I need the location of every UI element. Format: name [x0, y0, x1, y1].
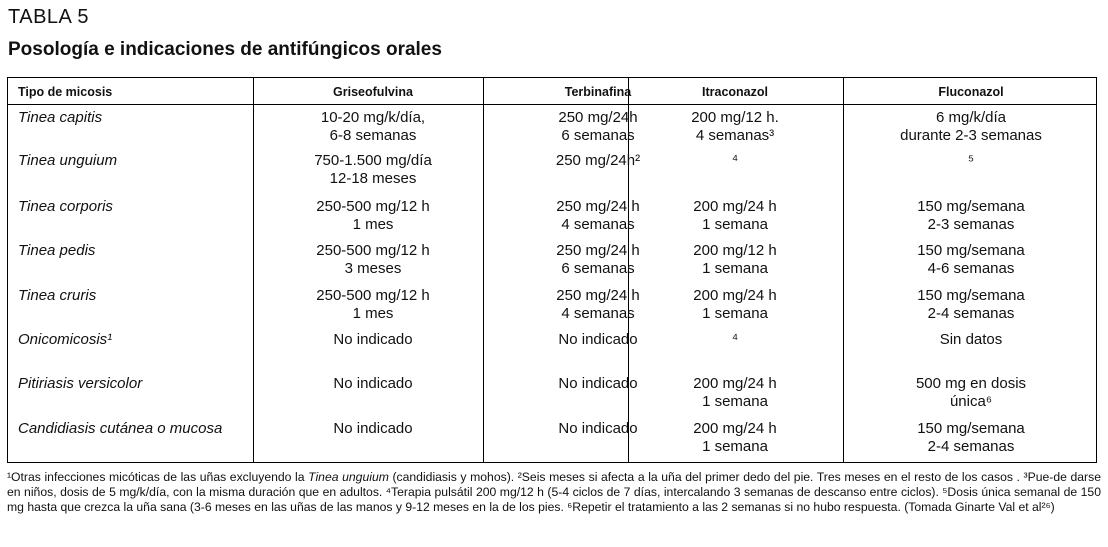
- footnote-text: (candidiasis y mohos). ²Seis meses si afecta a la uña del primer dedo del pie. Tres meses en el resto de los casos . ³Pue-de darse en niños, dosis de 5 mg/k/día, con la misma duración que en adultos. ⁴Terapia pulsátil 200 mg/12 h (5-4 ciclos de 7 días, intercalando 3 semanas de descanso entre ciclos). ⁵Dosis única semanal de 150 mg hasta que crezca la uña sana (3-6 meses en las uñas de las manos y 9-12 meses en la de los pies. ⁶Repetir el tratamiento a las 2 semanas si no hubo respuesta. (Tomada Ginarte Val et al²⁶): [7, 470, 1101, 514]
- cell-fluconazol: [844, 375, 1098, 410]
- cell-line: 200 mg/24 h: [693, 420, 777, 437]
- cell-griseofulvina: [258, 152, 488, 187]
- cell-line: 750-1.500 mg/día: [314, 152, 432, 169]
- cell-line: ⁴: [731, 331, 739, 348]
- cell-micosis: Tinea corporis: [18, 198, 113, 215]
- column-divider: [253, 78, 254, 462]
- cell-griseofulvina: [258, 109, 488, 144]
- cell-griseofulvina: [258, 375, 488, 393]
- cell-line: 250 mg/24 h: [556, 287, 640, 304]
- dosage-table: [7, 77, 1097, 463]
- cell-line: 250-500 mg/12 h: [316, 198, 430, 215]
- cell-fluconazol: [844, 420, 1098, 455]
- cell-line: 6 mg/k/día: [935, 109, 1007, 126]
- cell-line: 12-18 meses: [329, 169, 417, 187]
- cell-itraconazol: [632, 331, 838, 349]
- header-griseofulvina: Griseofulvina: [333, 85, 413, 99]
- cell-fluconazol: [844, 242, 1098, 277]
- cell-fluconazol: [844, 198, 1098, 233]
- cell-line: 1 semana: [702, 304, 768, 322]
- cell-line: No indicado: [558, 375, 638, 392]
- cell-line: 10-20 mg/k/día,: [320, 109, 426, 126]
- cell-line: 4 semanas: [561, 215, 635, 233]
- cell-line: 150 mg/semana: [917, 198, 1025, 215]
- footnote-italic-term: Tinea unguium: [308, 470, 389, 484]
- cell-line: 250-500 mg/12 h: [316, 242, 430, 259]
- cell-line: 250-500 mg/12 h: [316, 287, 430, 304]
- cell-line: 250 mg/24 h: [556, 198, 640, 215]
- cell-line: 2-3 semanas: [927, 215, 1015, 233]
- cell-line: 200 mg/12 h: [693, 242, 777, 259]
- cell-line: 150 mg/semana: [917, 420, 1025, 437]
- cell-line: 6 semanas: [561, 126, 635, 144]
- cell-line: 1 semana: [702, 259, 768, 277]
- cell-micosis: Candidiasis cutánea o mucosa: [18, 420, 223, 437]
- cell-line: única⁶: [949, 392, 993, 410]
- cell-line: durante 2-3 semanas: [900, 126, 1042, 144]
- cell-fluconazol: [844, 109, 1098, 144]
- cell-line: No indicado: [333, 375, 413, 392]
- cell-griseofulvina: [258, 242, 488, 277]
- cell-line: No indicado: [558, 331, 638, 348]
- cell-micosis: Tinea pedis: [18, 242, 96, 259]
- cell-griseofulvina: [258, 287, 488, 322]
- cell-line: 250 mg/24h: [558, 109, 638, 126]
- cell-itraconazol: [632, 420, 838, 455]
- cell-line: No indicado: [558, 420, 638, 437]
- cell-line: 1 mes: [352, 304, 394, 322]
- cell-line: 1 mes: [352, 215, 394, 233]
- cell-line: 200 mg/12 h.: [691, 109, 779, 126]
- cell-line: 4 semanas: [561, 304, 635, 322]
- cell-fluconazol: [844, 287, 1098, 322]
- cell-line: 200 mg/24 h: [693, 287, 777, 304]
- cell-line: 4-6 semanas: [927, 259, 1015, 277]
- cell-line: 2-4 semanas: [927, 304, 1015, 322]
- cell-line: 250 mg/24h²: [555, 152, 641, 169]
- cell-itraconazol: [632, 287, 838, 322]
- table-footnote: [7, 470, 1101, 515]
- cell-line: Sin datos: [939, 331, 1003, 348]
- cell-itraconazol: [632, 198, 838, 233]
- cell-line: ⁴: [731, 152, 739, 169]
- cell-itraconazol: [632, 375, 838, 410]
- cell-micosis: Pitiriasis versicolor: [18, 375, 143, 392]
- cell-line: 500 mg en dosis: [915, 375, 1027, 392]
- cell-line: 250 mg/24 h: [556, 242, 640, 259]
- cell-line: ⁵: [967, 152, 975, 169]
- cell-griseofulvina: [258, 331, 488, 349]
- header-tipo-micosis: Tipo de micosis: [18, 85, 113, 99]
- cell-line: 4 semanas³: [695, 126, 775, 144]
- cell-line: 6-8 semanas: [329, 126, 417, 144]
- cell-itraconazol: [632, 242, 838, 277]
- cell-itraconazol: [632, 152, 838, 170]
- cell-fluconazol: [844, 152, 1098, 170]
- cell-line: 2-4 semanas: [927, 437, 1015, 455]
- table-title: Posología e indicaciones de antifúngicos orales: [8, 39, 442, 60]
- cell-itraconazol: [632, 109, 838, 144]
- footnote-text: ¹Otras infecciones micóticas de las uñas excluyendo la: [7, 470, 309, 484]
- cell-micosis: Onicomicosis¹: [18, 331, 113, 348]
- table-header-row: [8, 78, 1096, 105]
- cell-griseofulvina: [258, 198, 488, 233]
- cell-line: 3 meses: [344, 259, 402, 277]
- header-terbinafina: Terbinafina: [564, 85, 632, 99]
- cell-micosis: Tinea unguium: [18, 152, 118, 169]
- cell-micosis: Tinea cruris: [18, 287, 97, 304]
- table-label: TABLA 5: [8, 6, 89, 28]
- cell-line: 150 mg/semana: [917, 242, 1025, 259]
- cell-line: 6 semanas: [561, 259, 635, 277]
- cell-micosis: Tinea capitis: [18, 109, 103, 126]
- cell-line: 1 semana: [702, 215, 768, 233]
- header-itraconazol: Itraconazol: [702, 85, 768, 99]
- cell-line: 200 mg/24 h: [693, 375, 777, 392]
- cell-line: 200 mg/24 h: [693, 198, 777, 215]
- cell-fluconazol: [844, 331, 1098, 349]
- cell-line: 1 semana: [702, 437, 768, 455]
- cell-line: No indicado: [333, 420, 413, 437]
- cell-line: 150 mg/semana: [917, 287, 1025, 304]
- cell-line: 1 semana: [702, 392, 768, 410]
- header-fluconazol: Fluconazol: [938, 85, 1004, 99]
- cell-line: No indicado: [333, 331, 413, 348]
- cell-griseofulvina: [258, 420, 488, 438]
